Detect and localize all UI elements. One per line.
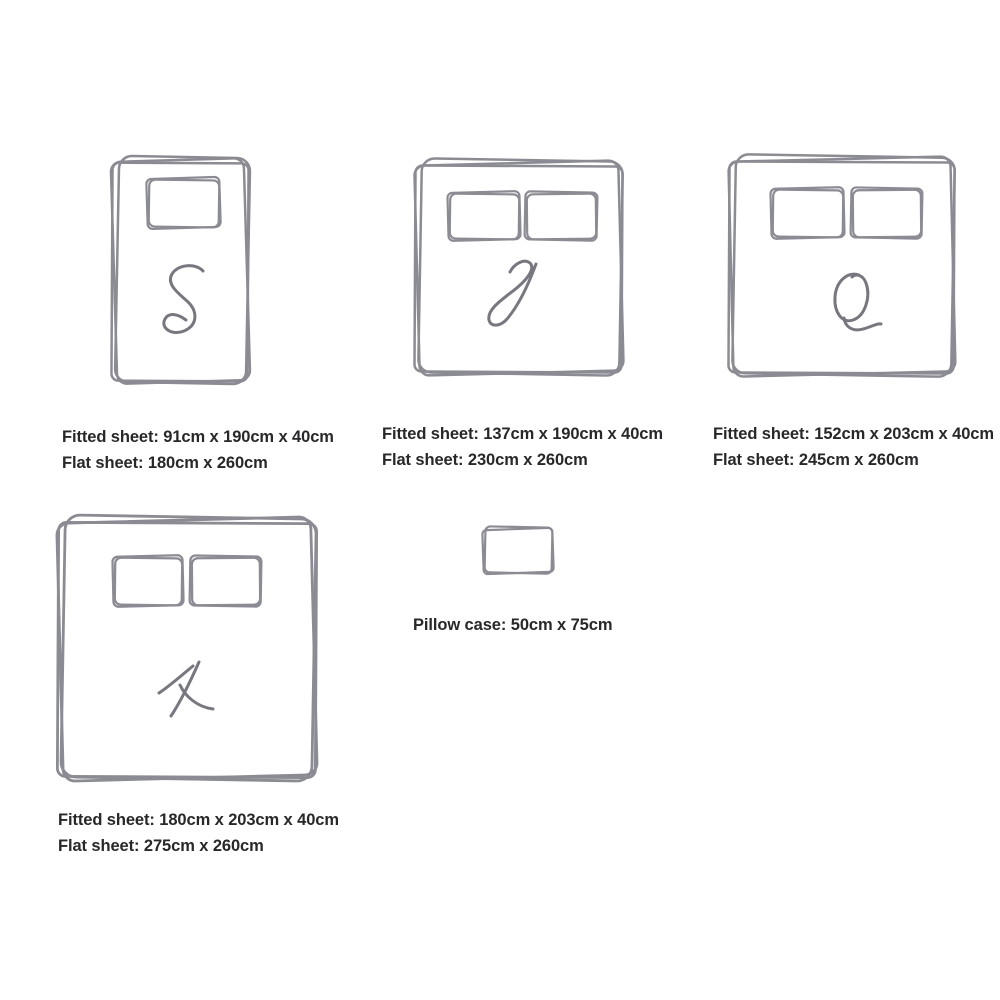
fitted-sheet-size: Fitted sheet: 180cm x 203cm x 40cm — [58, 811, 339, 829]
bed-outline — [57, 515, 318, 781]
caption-double — [382, 421, 663, 473]
pillow-case-illustration — [476, 520, 561, 582]
bed-illustration-single — [106, 150, 256, 395]
pillow-icon — [770, 187, 922, 239]
flat-sheet-size: Flat sheet: 230cm x 260cm — [382, 451, 588, 469]
pillow-icon — [447, 191, 597, 241]
bed-letter-q-icon — [835, 274, 881, 330]
single-bed-sketch — [106, 150, 256, 395]
pillow-icon — [146, 177, 221, 229]
bed-illustration-queen — [722, 148, 965, 388]
pillow-icon — [112, 555, 261, 607]
double-bed-sketch — [408, 152, 633, 387]
bed-illustration-double — [408, 152, 633, 387]
king-bed-sketch — [50, 508, 327, 793]
bed-outline — [414, 158, 623, 375]
bed-letter-d-icon — [489, 261, 536, 325]
flat-sheet-size: Flat sheet: 245cm x 260cm — [713, 451, 919, 469]
fitted-sheet-size: Fitted sheet: 152cm x 203cm x 40cm — [713, 425, 994, 443]
pillow-case-sketch — [476, 520, 561, 582]
queen-bed-sketch — [722, 148, 965, 388]
bed-outline — [111, 156, 251, 384]
flat-sheet-size: Flat sheet: 180cm x 260cm — [62, 454, 268, 472]
caption-king — [58, 807, 339, 859]
pillow-case-size: Pillow case: 50cm x 75cm — [413, 616, 613, 634]
fitted-sheet-size: Fitted sheet: 137cm x 190cm x 40cm — [382, 425, 663, 443]
fitted-sheet-size: Fitted sheet: 91cm x 190cm x 40cm — [62, 428, 334, 446]
caption-pillow-case — [413, 612, 612, 638]
pillow-icon — [482, 526, 553, 574]
bed-illustration-king — [50, 508, 327, 793]
bed-letter-s-icon — [164, 266, 203, 333]
caption-queen — [713, 421, 994, 473]
bed-letter-k-icon — [159, 662, 213, 716]
flat-sheet-size: Flat sheet: 275cm x 260cm — [58, 837, 264, 855]
caption-single — [62, 424, 334, 476]
